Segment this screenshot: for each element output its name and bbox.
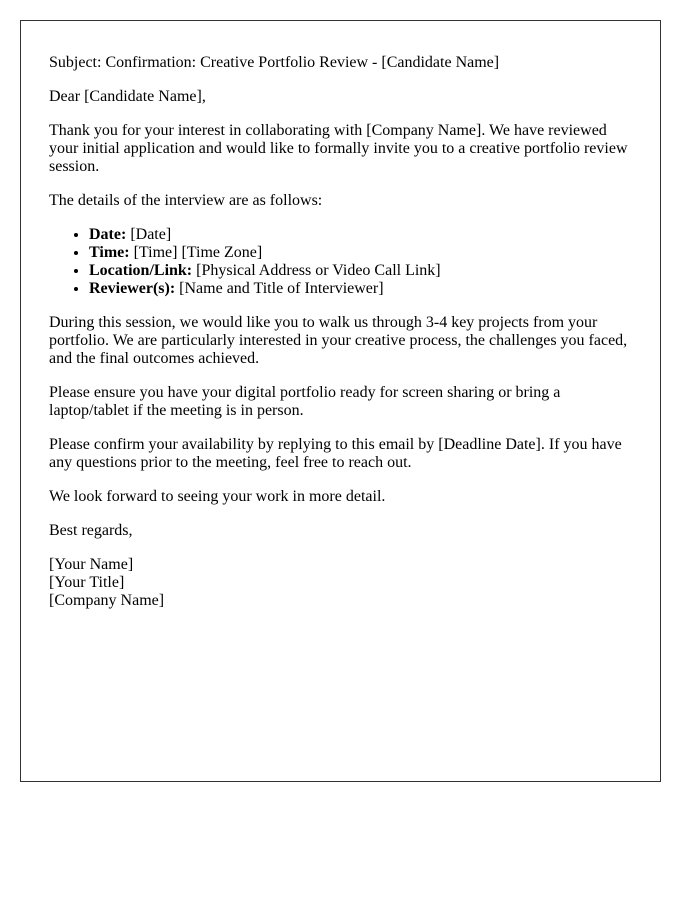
detail-item-date <box>89 226 632 244</box>
interview-details-list <box>49 226 632 298</box>
detail-value: [Name and Title of Interviewer] <box>175 280 384 297</box>
detail-value: [Date] <box>126 226 172 243</box>
sign-off: Best regards, <box>49 522 133 539</box>
signature-name: [Your Name] <box>49 556 134 573</box>
detail-item-location <box>89 262 632 280</box>
detail-label: Reviewer(s): <box>89 280 176 297</box>
detail-value: [Time] [Time Zone] <box>129 244 263 261</box>
letter-container <box>20 20 661 782</box>
detail-item-time <box>89 244 632 262</box>
session-paragraph: During this session, we would like you to walk us through 3-4 key projects from your portfolio. We are particularly interested in your creative process, the challenges you faced, and the final outcomes achieved. <box>49 314 628 367</box>
detail-label: Date: <box>89 226 127 243</box>
subject-line: Subject: Confirmation: Creative Portfolio Review - [Candidate Name] <box>49 54 500 71</box>
signature-block <box>49 556 632 610</box>
details-intro: The details of the interview are as follows: <box>49 192 323 209</box>
signature-company: [Company Name] <box>49 592 165 609</box>
intro-paragraph: Thank you for your interest in collaborating with [Company Name]. We have reviewed your initial application and would like to formally invite you to a creative portfolio review session. <box>49 122 628 175</box>
detail-label: Time: <box>89 244 130 261</box>
signature-title: [Your Title] <box>49 574 125 591</box>
detail-label: Location/Link: <box>89 262 193 279</box>
preparation-paragraph: Please ensure you have your digital portfolio ready for screen sharing or bring a laptop/tablet if the meeting is in person. <box>49 384 561 419</box>
greeting: Dear [Candidate Name], <box>49 88 206 105</box>
detail-value: [Physical Address or Video Call Link] <box>192 262 441 279</box>
confirmation-paragraph: Please confirm your availability by replying to this email by [Deadline Date]. If you have any questions prior to the meeting, feel free to reach out. <box>49 436 622 471</box>
closing-line: We look forward to seeing your work in more detail. <box>49 488 386 505</box>
detail-item-reviewers <box>89 280 632 298</box>
